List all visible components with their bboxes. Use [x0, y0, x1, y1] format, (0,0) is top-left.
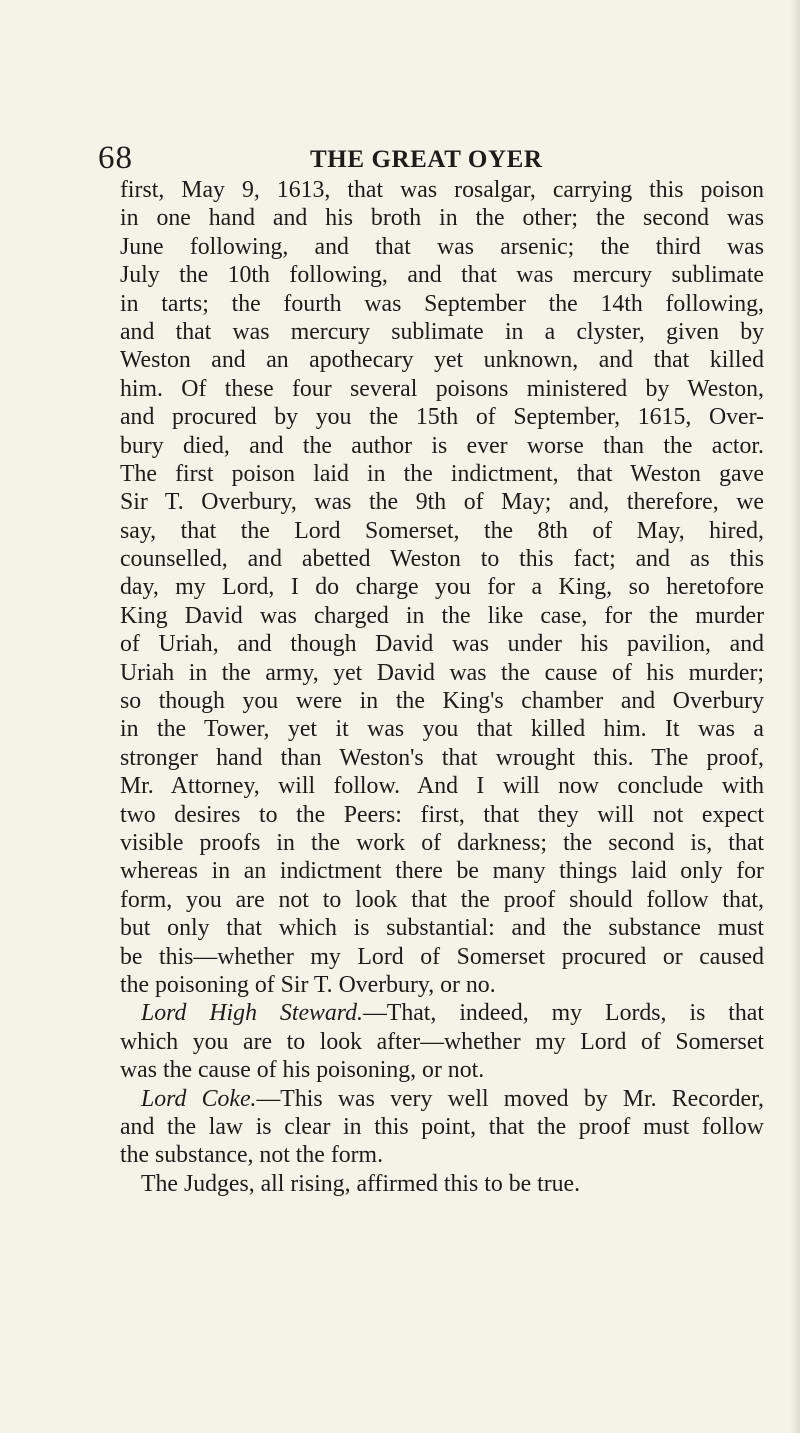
- text-line: form, you are not to look that the proof should follow that,: [120, 886, 764, 913]
- closing-line: The Judges, all rising, affirmed this to be true.: [141, 1170, 581, 1197]
- speech-lord-high-steward: [120, 999, 764, 1027]
- text-line: first, May 9, 1613, that was rosalgar, carrying this poison: [120, 177, 764, 203]
- text-line: in the Tower, yet it was you that killed him. It was a: [120, 716, 764, 743]
- text-line: Sir T. Overbury, was the 9th of May; and, therefore, we: [120, 489, 764, 516]
- text-line: which you are to look after—whether my Lord of Somerset: [120, 1028, 764, 1055]
- text-line: July the 10th following, and that was mercury sublimate: [120, 262, 764, 289]
- text-line: be this—whether my Lord of Somerset procured or caused: [120, 943, 764, 970]
- text-line: Uriah in the army, yet David was the cause of his murder;: [120, 659, 764, 686]
- text-line: June following, and that was arsenic; the third was: [120, 233, 764, 260]
- page-edge-shadow: [790, 0, 800, 1433]
- text-line: counselled, and abetted Weston to this fact; and as this: [120, 546, 764, 573]
- text-line: Mr. Attorney, will follow. And I will now conclude with: [120, 773, 764, 800]
- text-line: in one hand and his broth in the other; the second was: [120, 205, 764, 232]
- text-line: and procured by you the 15th of September, 1615, Over-: [120, 404, 764, 431]
- text-line: King David was charged in the like case, for the murder: [120, 602, 764, 629]
- speech-text: —That, indeed, my Lords, is that: [363, 1000, 764, 1027]
- text-line: in tarts; the fourth was September the 14th following,: [120, 290, 764, 317]
- text-line: the substance, not the form.: [120, 1142, 384, 1169]
- text-line: stronger hand than Weston's that wrought this. The proof,: [120, 744, 764, 771]
- text-line: so though you were in the King's chamber and Overbury: [120, 688, 764, 715]
- text-line: The first poison laid in the indictment, that Weston gave: [120, 460, 764, 487]
- text-line: was the cause of his poisoning, or not.: [120, 1057, 485, 1084]
- text-line: day, my Lord, I do charge you for a King, so heretofore: [120, 574, 764, 601]
- text-line: say, that the Lord Somerset, the 8th of May, hired,: [120, 517, 764, 544]
- text-line: of Uriah, and though David was under his pavilion, and: [120, 631, 764, 658]
- text-line: and that was mercury sublimate in a clyster, given by: [120, 318, 764, 345]
- text-line: whereas in an indictment there be many things laid only for: [120, 858, 764, 885]
- speaker-name: Lord Coke.: [141, 1085, 257, 1112]
- text-line: the poisoning of Sir T. Overbury, or no.: [120, 971, 496, 998]
- page-number: 68: [98, 140, 133, 176]
- speaker-name: Lord High Steward.: [141, 1000, 363, 1027]
- speech-text: —This was very well moved by Mr. Recorder,: [256, 1085, 765, 1112]
- text-line: and the law is clear in this point, that the proof must follow: [120, 1113, 764, 1140]
- running-head: THE GREAT OYER: [310, 146, 543, 173]
- speech-lord-coke: [120, 1085, 764, 1113]
- text-line: bury died, and the author is ever worse than the actor.: [120, 432, 764, 459]
- text-line: Weston and an apothecary yet unknown, and that killed: [120, 347, 764, 374]
- text-line: two desires to the Peers: first, that they will not expect: [120, 801, 764, 828]
- text-line: him. Of these four several poisons ministered by Weston,: [120, 375, 764, 402]
- body-text: [120, 176, 764, 1198]
- text-line: but only that which is substantial: and the substance must: [120, 915, 764, 942]
- text-line: visible proofs in the work of darkness; the second is, that: [120, 829, 764, 856]
